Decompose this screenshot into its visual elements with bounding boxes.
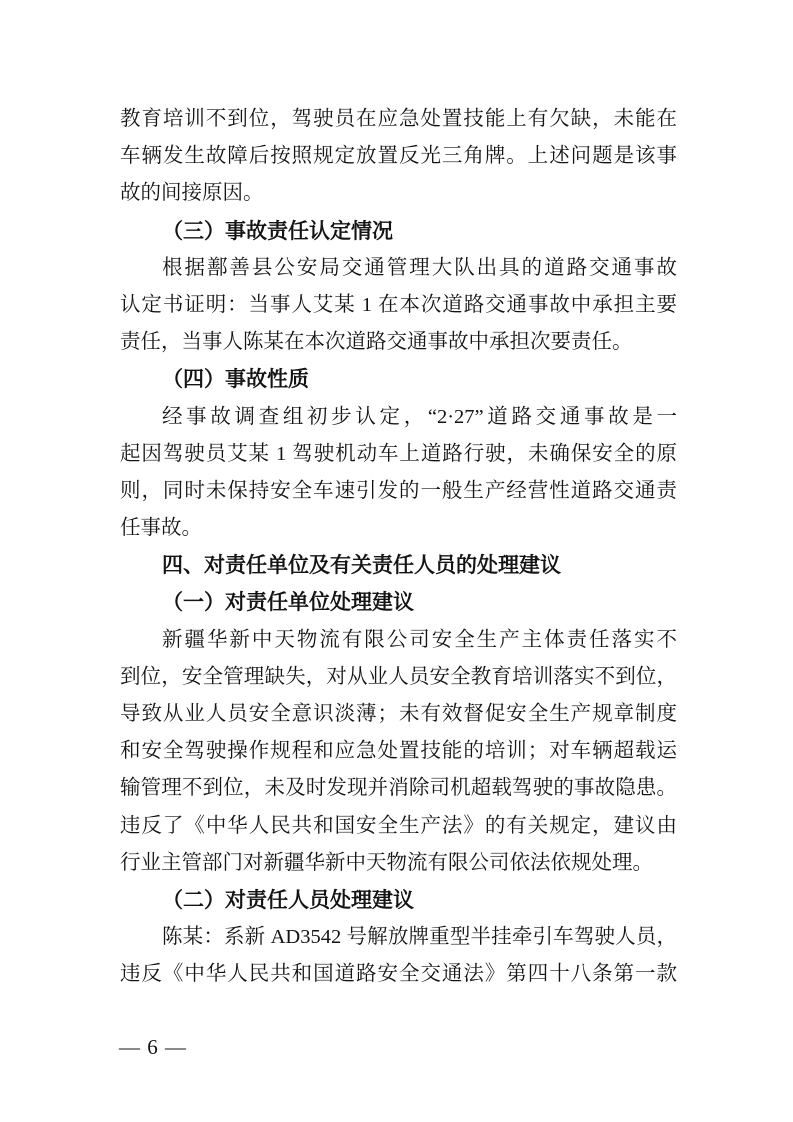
section-heading: （一）对责任单位处理建议 [162, 590, 414, 615]
text-line: 违反了《中华人民共和国安全生产法》的有关规定，建议由 [120, 814, 677, 837]
text-line: 则，同时未保持安全车速引发的一般生产经营性道路交通责 [120, 479, 677, 502]
text-line: 到位，安全管理缺失，对从业人员安全教育培训落实不到位， [120, 665, 677, 688]
section-heading: 四、对责任单位及有关责任人员的处理建议 [162, 554, 561, 578]
text-line: 根据鄯善县公安局交通管理大队出具的道路交通事故 [162, 256, 677, 279]
section-heading: （二）对责任人员处理建议 [162, 887, 414, 912]
text-line: 责任，当事人陈某在本次道路交通事故中承担次要责任。 [120, 331, 633, 354]
text-line: 导致从业人员安全意识淡薄；未有效督促安全生产规章制度 [120, 703, 677, 725]
page-number: — 6 — [119, 1035, 187, 1059]
text-line: 新疆华新中天物流有限公司安全生产主体责任落实不 [162, 628, 677, 651]
section-heading: （四）事故性质 [162, 367, 309, 392]
text-line: 输管理不到位，未及时发现并消除司机超载驾驶的事故隐患。 [120, 777, 677, 800]
page-footer [119, 1033, 187, 1061]
text-line: 违反《中华人民共和国道路安全交通法》第四十八条第一款 [120, 963, 677, 986]
text-line: 起因驾驶员艾某 1 驾驶机动车上道路行驶，未确保安全的原 [120, 442, 677, 465]
text-line: 教育培训不到位，驾驶员在应急处置技能上有欠缺，未能在 [120, 108, 677, 130]
text-line: 行业主管部门对新疆华新中天物流有限公司依法依规处理。 [120, 851, 653, 874]
section-heading: （三）事故责任认定情况 [162, 218, 393, 243]
document-body [120, 101, 677, 994]
text-line: 和安全驾驶操作规程和应急处置技能的培训；对车辆超载运 [120, 740, 677, 763]
text-line: 车辆发生故障后按照规定放置反光三角牌。上述问题是该事 [120, 145, 677, 168]
text-line: 经事故调查组初步认定，“2·27”道路交通事故是一 [162, 405, 677, 428]
text-line: 陈某：系新 AD3542 号解放牌重型半挂牵引车驾驶人员， [162, 926, 677, 949]
text-line: 任事故。 [120, 517, 202, 540]
text-line: 认定书证明：当事人艾某 1 在本次道路交通事故中承担主要 [120, 293, 677, 316]
text-line: 故的间接原因。 [120, 182, 264, 205]
